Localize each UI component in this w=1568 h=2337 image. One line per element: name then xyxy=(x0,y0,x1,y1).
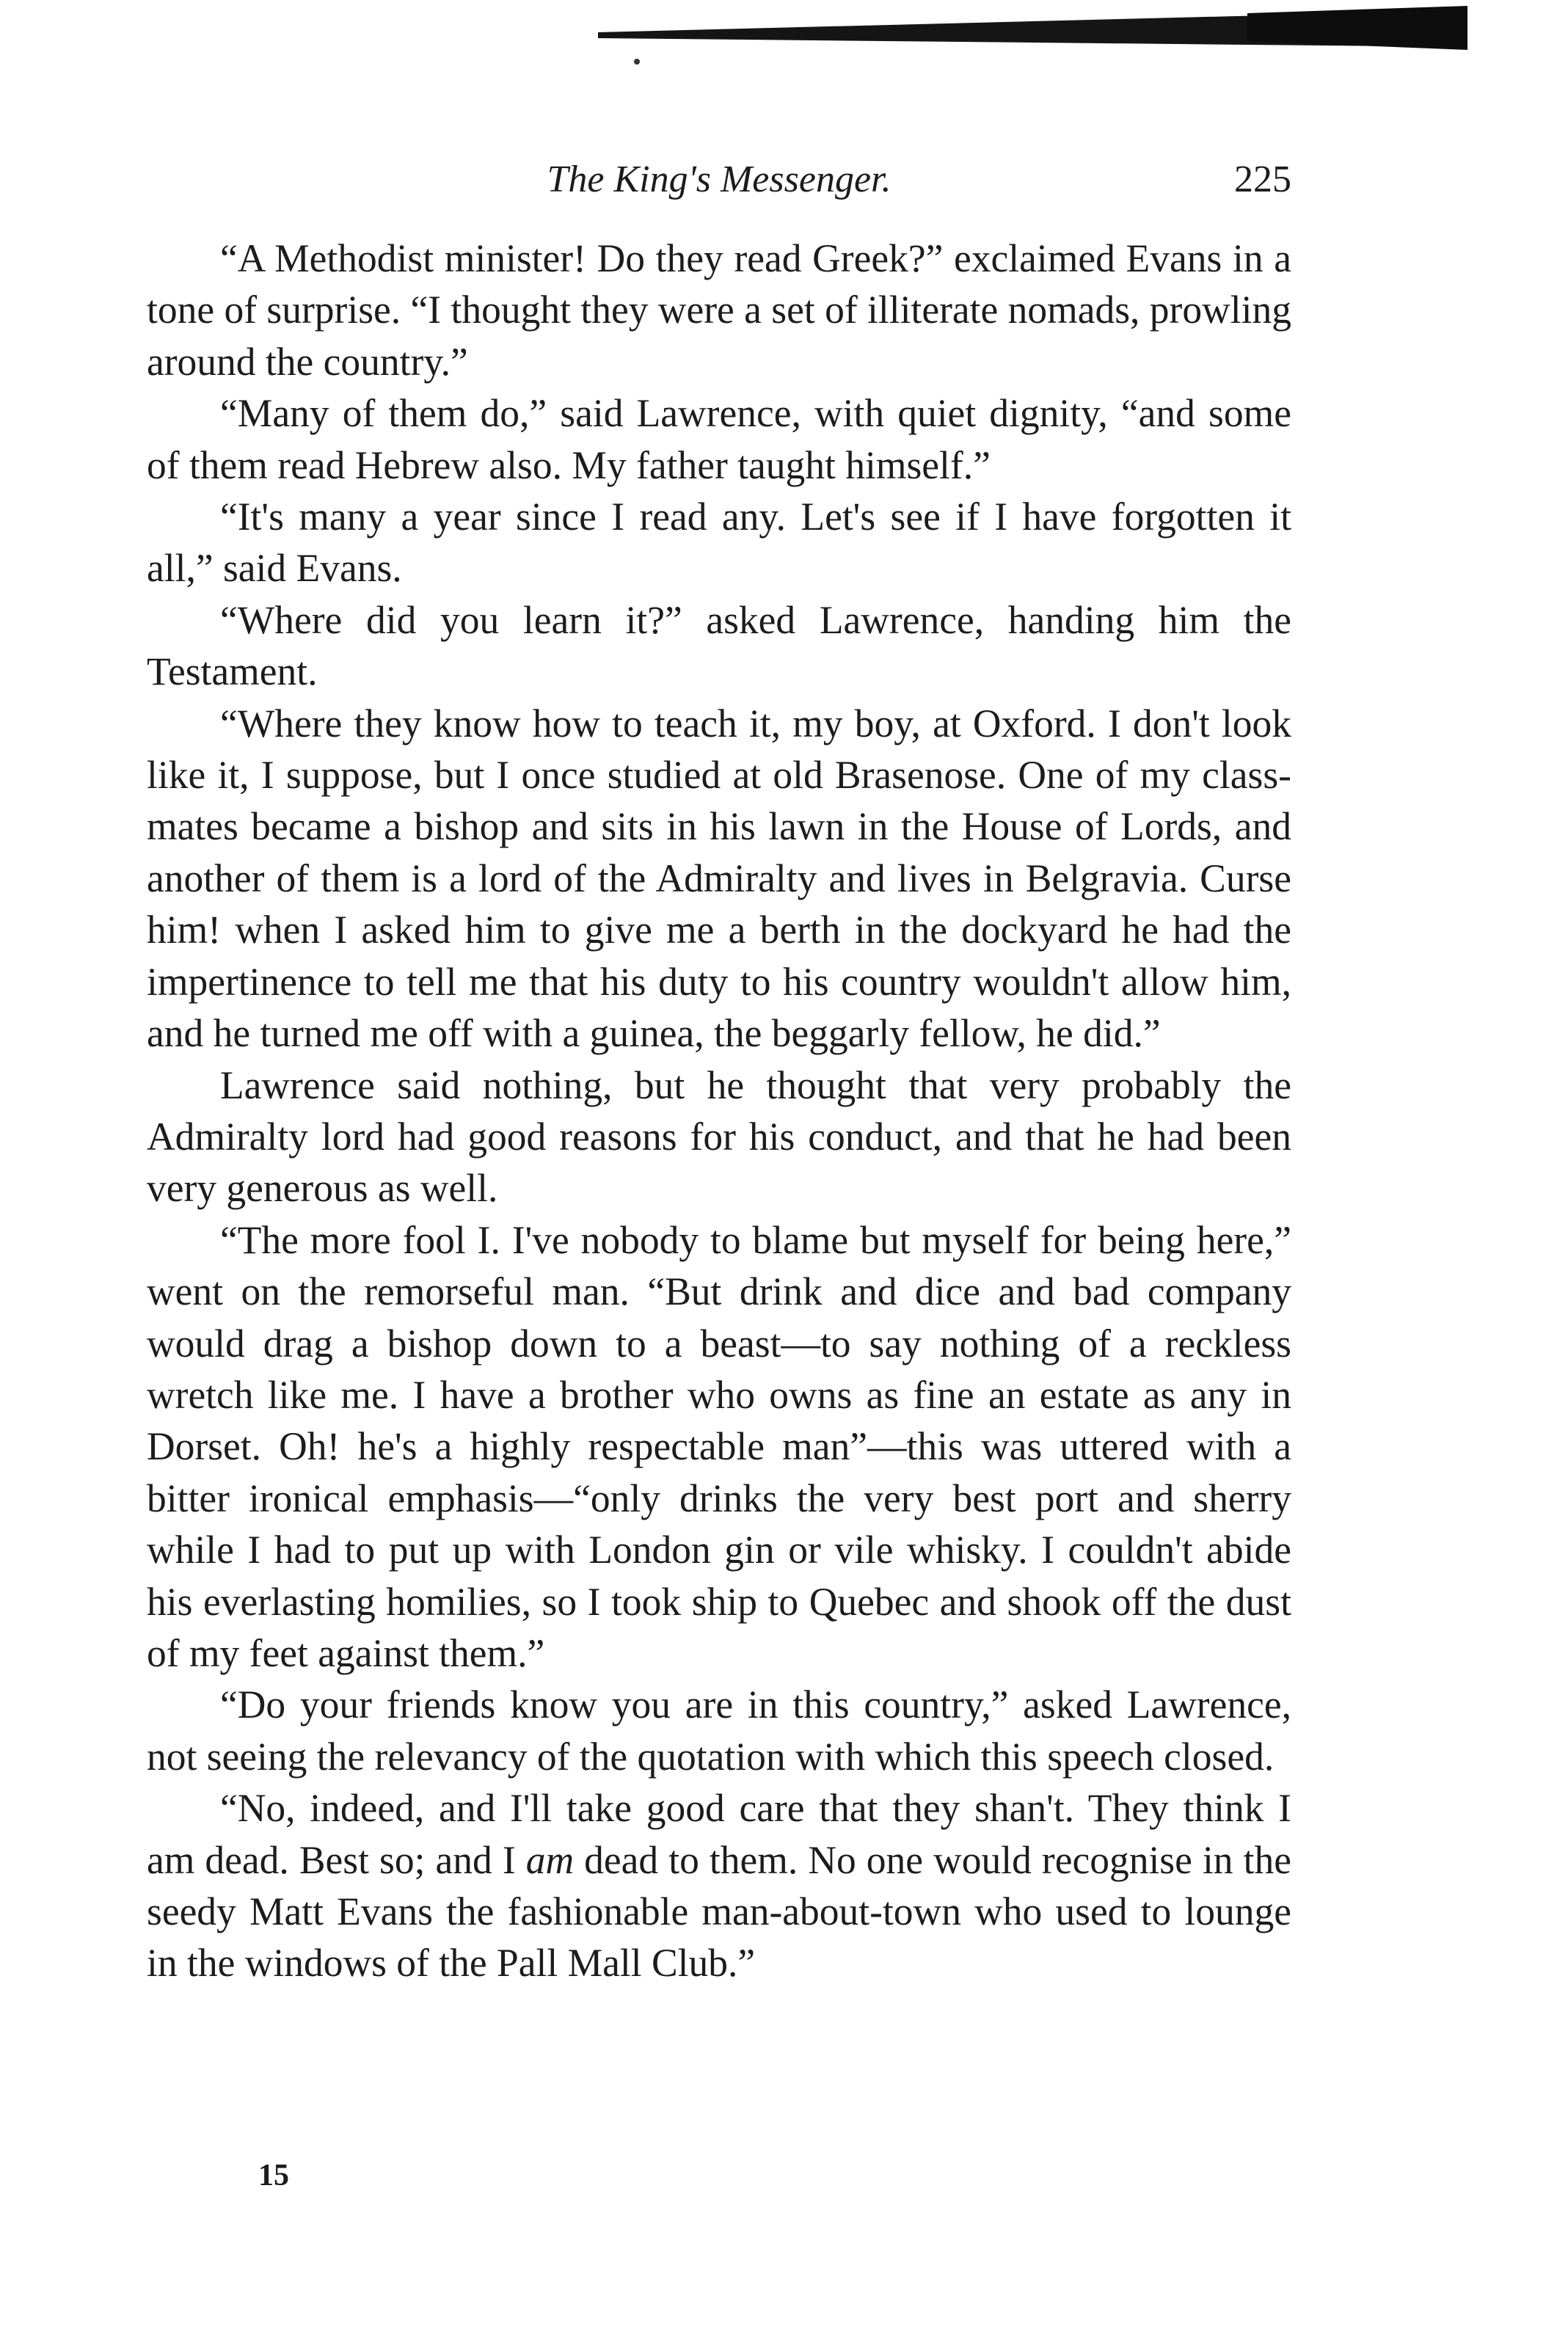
running-title: The King's Messenger. xyxy=(547,158,891,200)
paragraph xyxy=(147,1782,1291,1989)
paragraph-text: dead to them. No one would recognise in the seedy Matt Evans the fashionable man-about-town who used to lounge in the windows of the Pall Mall Club.” xyxy=(147,1837,1291,1986)
top-ink-rule xyxy=(0,0,1568,73)
paragraph: “Many of them do,” said Lawrence, with quiet dignity, “and some of them read Hebrew also. My father taught himself.” xyxy=(147,391,1291,487)
body-text xyxy=(147,233,1291,1989)
book-page xyxy=(147,150,1291,1989)
paragraph: “Where they know how to teach it, my boy, at Oxford. I don't look like it, I suppose, but I once studied at old Brasenose. One of my class-mates became a bishop and sits in his lawn in the House of Lords, and another of them is a lord of the Admiralty and lives in Belgravia. Curse him! when I asked him to give me a berth in the dockyard he had the impertinence to tell me that his duty to his country wouldn't allow him, and he turned me off with a guinea, the beggarly fellow, he did.” xyxy=(147,701,1291,1056)
paragraph: “Where did you learn it?” asked Lawrence, handing him the Testament. xyxy=(147,597,1291,694)
paragraph: Lawrence said nothing, but he thought that very probably the Admiralty lord had good reasons for his conduct, and that he had been very generous as well. xyxy=(147,1062,1291,1211)
page-number: 225 xyxy=(1234,158,1291,200)
paragraph-text: “No, indeed, and I'll take good care that they shan't. They think I am dead. Best so; and I xyxy=(147,1786,1291,1882)
signature-mark: 15 xyxy=(258,2159,289,2192)
paragraph: “The more fool I. I've nobody to blame but myself for being here,” went on the remorseful man. “But drink and dice and bad company would drag a bishop down to a beast—to say nothing of a reckless wretch like me. I have a brother who owns as fine an estate as any in Dorset. Oh! he's a highly respectable man”—this was uttered with a bitter ironical emphasis—“only drinks the very best port and sherry while I had to put up with London gin or vile whisky. I couldn't abide his everlasting homilies, so I took ship to Quebec and shook off the dust of my feet against them.” xyxy=(147,1217,1291,1675)
paragraph: “A Methodist minister! Do they read Greek?” exclaimed Evans in a tone of surprise. “I thought they were a set of illiterate nomads, prowling around the country.” xyxy=(147,236,1291,384)
emphasized-word: am xyxy=(525,1837,575,1882)
paragraph: “Do your friends know you are in this country,” asked Lawrence, not seeing the relevancy of the quotation with which this speech closed. xyxy=(147,1682,1291,1779)
paragraph: “It's many a year since I read any. Let's see if I have forgotten it all,” said Evans. xyxy=(147,495,1291,591)
running-head xyxy=(147,150,1291,216)
